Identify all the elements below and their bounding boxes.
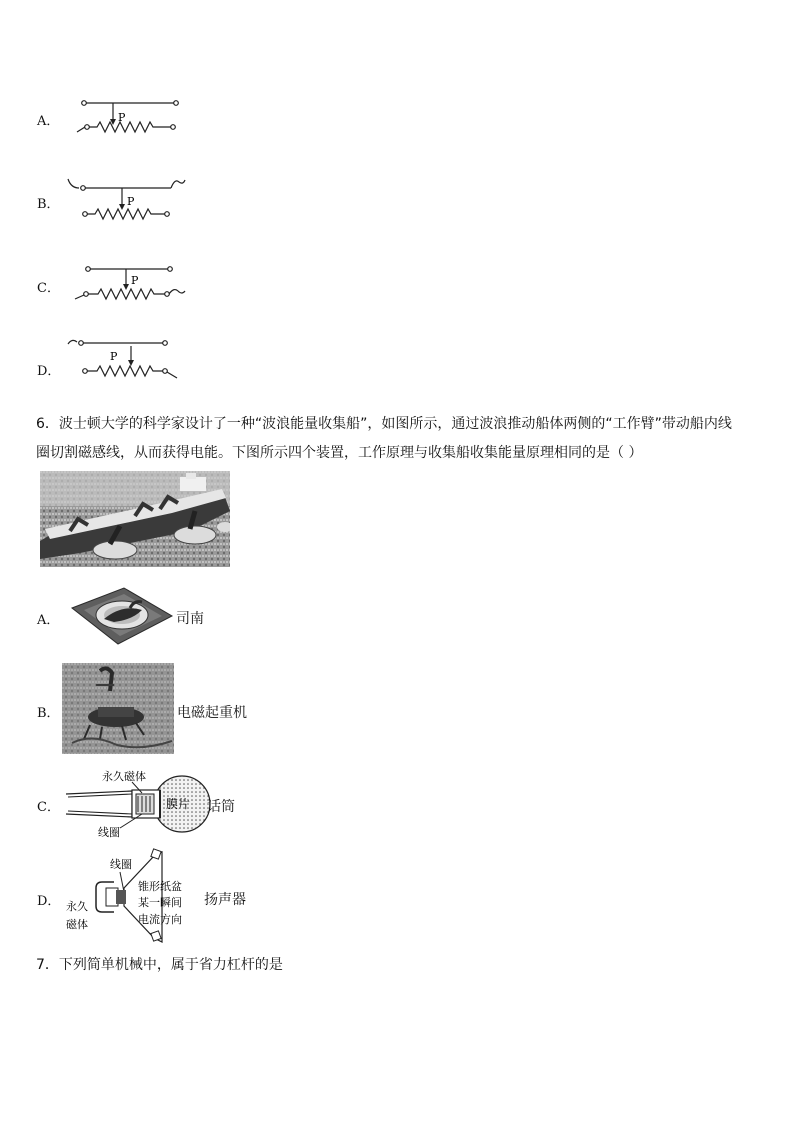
question-6-line-1: 6．波士顿大学的科学家设计了一种“波浪能量收集船”，如图所示，通过波浪推动船体两侧的“工作臂”带动船内线: [36, 416, 732, 432]
question-6-text: [36, 410, 776, 468]
option-caption: 扬声器: [204, 892, 246, 908]
option-caption: 电磁起重机: [177, 705, 247, 721]
question-6-line-2: 圈切割磁感线，从而获得电能。下图所示四个装置，工作原理与收集船收集能量原理相同的是（ ）: [36, 445, 643, 461]
label-current-direction: 电流方向: [138, 913, 182, 926]
question-7-text: 7．下列简单机械中，属于省力杠杆的是: [36, 957, 283, 973]
slider-label: P: [110, 350, 118, 363]
sinan-compass-image: [64, 586, 176, 646]
rheostat-diagram-d: [65, 336, 185, 384]
label-diaphragm: 膜片: [166, 797, 191, 811]
slider-label: P: [118, 111, 126, 124]
option-letter: B．: [37, 197, 60, 212]
slider-label: P: [131, 274, 139, 287]
option-letter: C．: [37, 800, 60, 815]
rheostat-diagram-a: [75, 96, 185, 140]
label-coil: 线圈: [98, 826, 120, 839]
microphone-diagram: [62, 766, 212, 842]
slider-label: P: [127, 195, 135, 208]
wave-energy-ship-image: [40, 471, 230, 567]
label-permanent-magnet: 永久磁体: [102, 770, 146, 783]
option-letter: D．: [37, 894, 61, 909]
option-caption: 司南: [176, 611, 204, 627]
option-letter: B．: [37, 706, 60, 721]
label-magnet-1: 永久: [66, 900, 88, 913]
electromagnetic-crane-image: [62, 663, 174, 754]
option-caption: 话筒: [207, 799, 235, 815]
speaker-diagram: [62, 848, 202, 944]
option-letter: A．: [37, 114, 60, 129]
rheostat-diagram-c: [70, 261, 190, 307]
label-coil: 线圈: [110, 858, 132, 871]
label-moment: 某一瞬间: [138, 896, 182, 909]
option-letter: D．: [37, 364, 61, 379]
option-letter: C．: [37, 281, 60, 296]
label-magnet-2: 磁体: [66, 918, 88, 931]
label-cone: 锥形纸盆: [138, 880, 182, 893]
rheostat-diagram-b: [65, 176, 190, 224]
option-letter: A．: [37, 613, 60, 628]
